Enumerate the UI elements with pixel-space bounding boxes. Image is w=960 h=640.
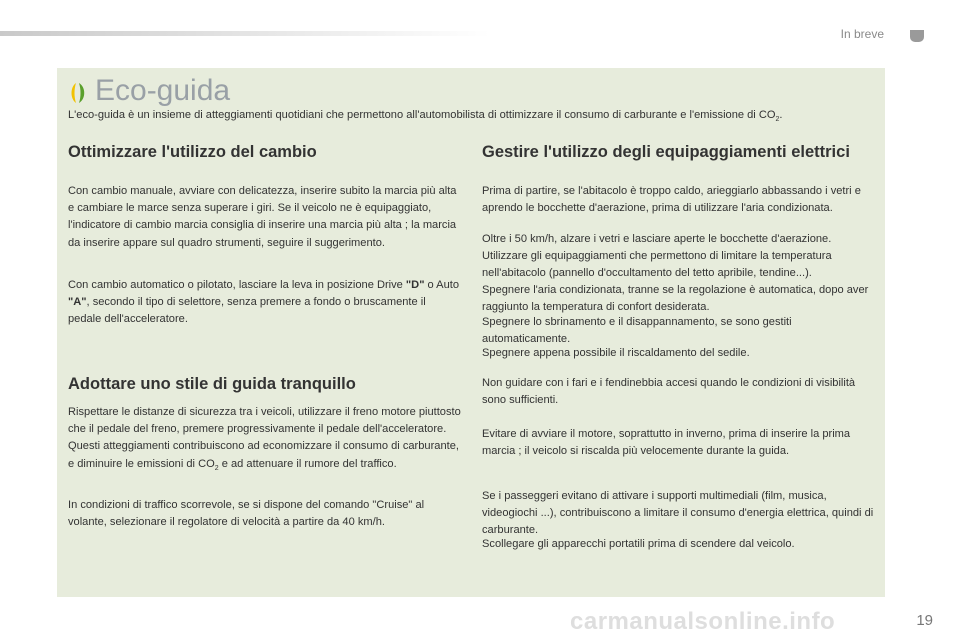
watermark: carmanualsonline.info [570,608,836,635]
paragraph-ventilation: Prima di partire, se l'abitacolo è troppo caldo, arieggiarlo abbassando i vetri e aprendo le bocchette d'aerazione, prima di utilizzare l'aria condizionata. [482,185,861,215]
intro-text: L'eco-guida è un insieme di atteggiamenti quotidiani che permettono all'automobilista di ottimizzare il consumo di carburante e l'emissione di $CO_2$. [68,109,783,124]
paragraph-headlights: Non guidare con i fari e i fendinebbia accesi quando le condizioni di visibilità sono sufficienti. [482,377,856,407]
heading-calm-driving: Adottare uno stile di guida tranquillo [68,375,356,393]
paragraph-engine-start: Evitare di avviare il motore, soprattutto in inverno, prima di inserire la prima marcia ; il veicolo si riscalda più velocemente durante la guida. [482,428,851,458]
paragraph-windows: Oltre i 50 km/h, alzare i vetri e lasciare aperte le bocchette d'aerazione. [482,233,832,245]
paragraph-cabin-temperature: Utilizzare gli equipaggiamenti che permettono di limitare la temperatura nell'abitacolo (pannello d'occultamento del tetto apribile, tendine...). [482,250,832,280]
section-tab-marker [910,30,924,42]
paragraph-portable-devices: Scollegare gli apparecchi portatili prima di scendere dal veicolo. [482,538,795,550]
page-number: 19 [916,612,933,629]
paragraph-automatic-gearbox: Con cambio automatico o pilotato, lasciare la leva in posizione Drive "D" o Auto "A", secondo il tipo di selettore, senza premere a fondo o bruscamente il pedale dell'acceleratore. [68,279,459,326]
header-rule [0,31,490,36]
eco-guide-panel [57,68,885,597]
paragraph-manual-gearbox: Con cambio manuale, avviare con delicatezza, inserire subito la marcia più alta e cambiare le marce senza superare i giri. Se il veicolo ne è equipaggiato, l'indicatore di cambio marcia consiglia di inserire una marcia più alta ; la marcia da inserire appare sul quadro strumenti, seguire il suggerimento. [68,185,457,249]
paragraph-air-conditioning: Spegnere l'aria condizionata, tranne se la regolazione è automatica, dopo aver raggiunto la temperatura di confort desiderata. [482,284,869,314]
paragraph-multimedia: Se i passeggeri evitano di attivare i supporti multimediali (film, musica, videogiochi ...), contribuiscono a limitare il consumo d'energia elettrica, quindi di carburante. [482,490,874,537]
paragraph-seat-heating: Spegnere appena possibile il riscaldamento del sedile. [482,347,750,359]
heading-gearbox: Ottimizzare l'utilizzo del cambio [68,143,317,161]
section-title: In breve [840,27,884,41]
eco-leaf-icon [68,82,88,104]
page-title: Eco-guida [95,74,231,107]
paragraph-defrost: Spegnere lo sbrinamento e il disappannamento, se sono gestiti automaticamente. [482,316,792,346]
heading-electrical-equipment: Gestire l'utilizzo degli equipaggiamenti elettrici [482,143,850,161]
paragraph-cruise-control: In condizioni di traffico scorrevole, se si dispone del comando "Cruise" al volante, selezionare il regolatore di velocità a partire da 40 km/h. [68,499,425,529]
paragraph-safe-distance: Rispettare le distanze di sicurezza tra i veicoli, utilizzare il freno motore piuttosto che il pedale del freno, premere progressivamente il pedale dell'acceleratore. Questi atteggiamenti contribuiscono ad economizzare il consumo di carburante, e diminuire le emissioni di $CO_2$ e ad attenuare il rumore del traffico. [68,406,461,472]
